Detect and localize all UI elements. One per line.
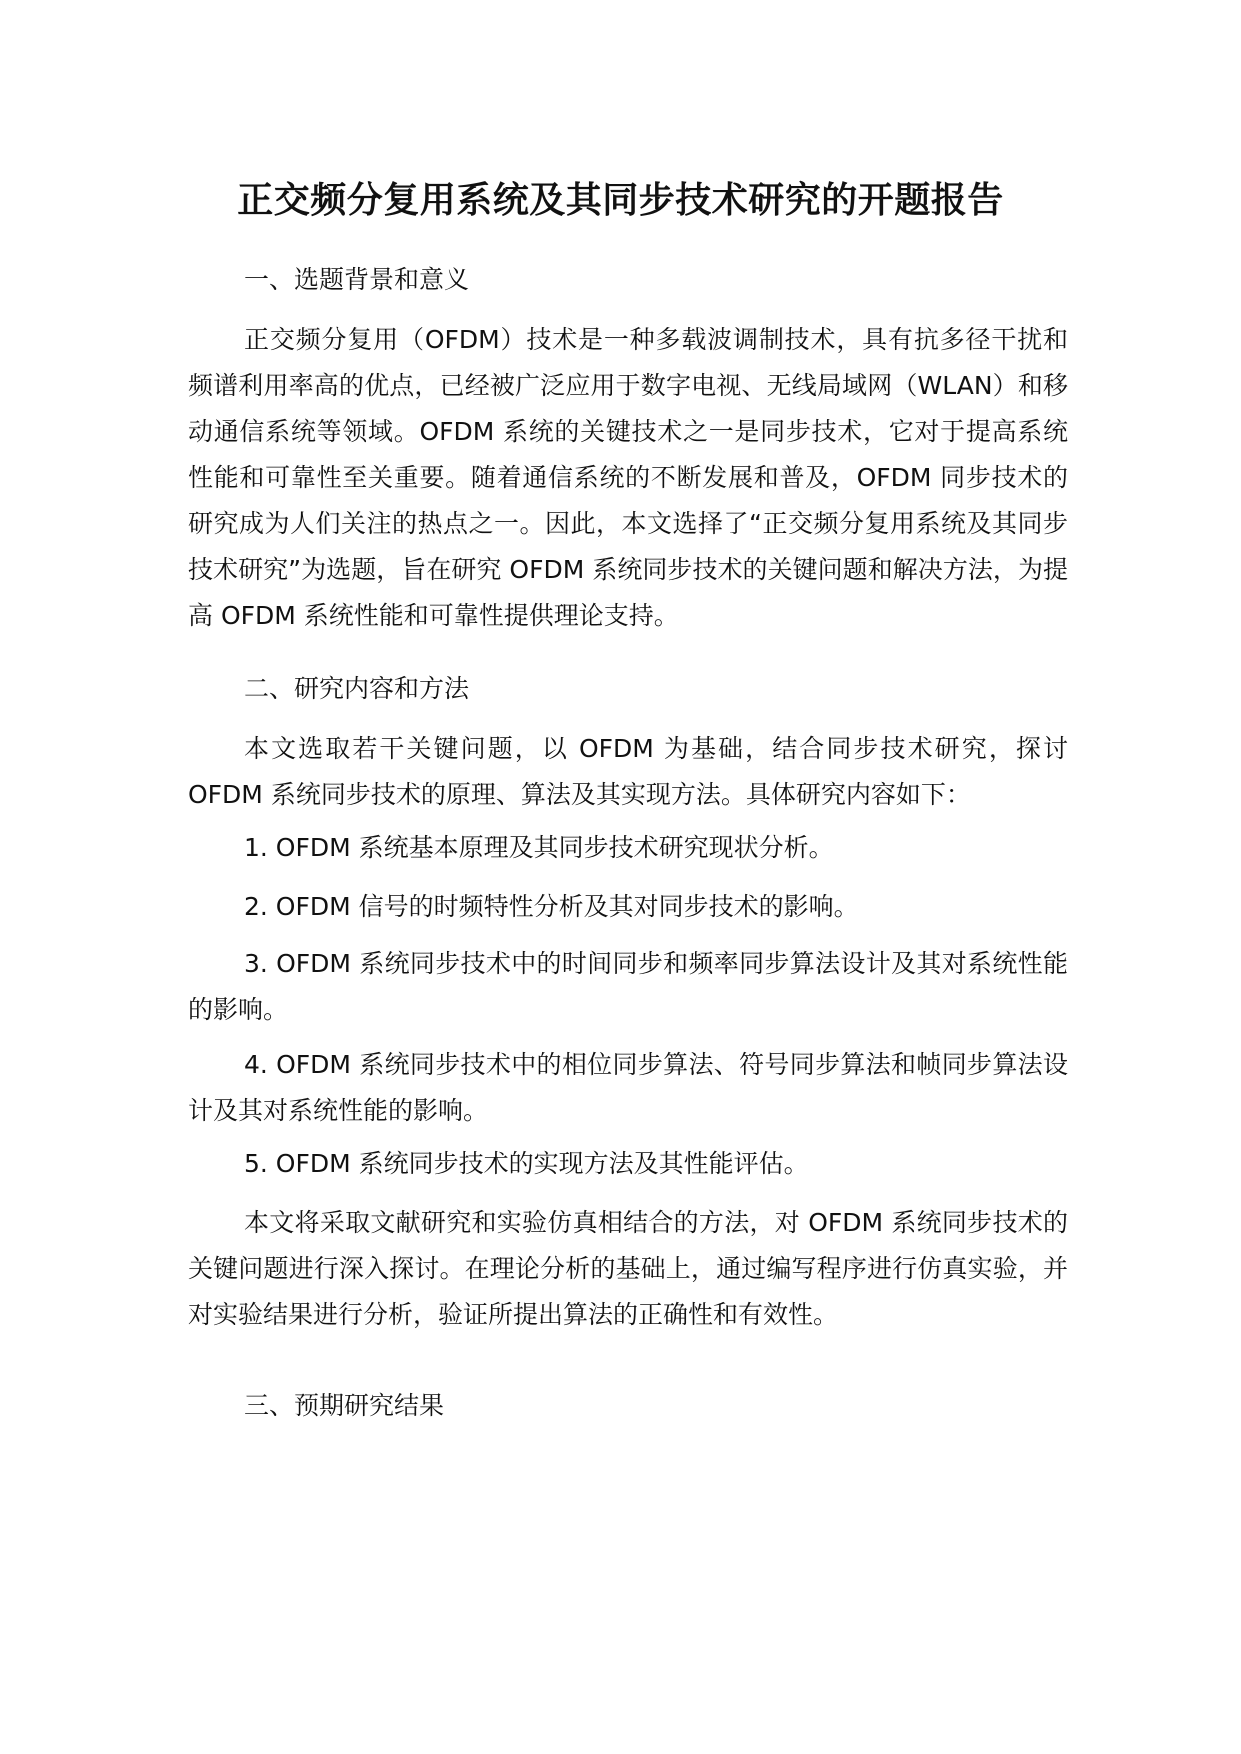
document-title: 正交频分复用系统及其同步技术研究的开题报告 (237, 180, 1004, 221)
research-item-3: 3. OFDM 系统同步技术中的时间同步和频率同步算法设计及其对系统性能的影响。 (188, 949, 1068, 1024)
section-heading-content-methods: 二、研究内容和方法 (244, 674, 470, 703)
research-item-4: 4. OFDM 系统同步技术中的相位同步算法、符号同步算法和帧同步算法设计及其对系统性能的影响。 (188, 1050, 1068, 1125)
methods-paragraph: 本文将采取文献研究和实验仿真相结合的方法，对 OFDM 系统同步技术的关键问题进行深入探讨。在理论分析的基础上，通过编写程序进行仿真实验，并对实验结果进行分析，验证所提出算法的正确性和有效性。 (188, 1208, 1068, 1329)
research-item-5: 5. OFDM 系统同步技术的实现方法及其性能评估。 (244, 1149, 809, 1178)
research-item-2: 2. OFDM 信号的时频特性分析及其对同步技术的影响。 (244, 892, 859, 921)
section-heading-expected-results: 三、预期研究结果 (244, 1391, 445, 1420)
research-item-1: 1. OFDM 系统基本原理及其同步技术研究现状分析。 (244, 833, 834, 862)
content-intro-paragraph: 本文选取若干关键问题，以 OFDM 为基础，结合同步技术研究，探讨 OFDM 系统同步技术的原理、算法及其实现方法。具体研究内容如下： (188, 734, 1068, 809)
background-paragraph: 正交频分复用（OFDM）技术是一种多载波调制技术，具有抗多径干扰和频谱利用率高的优点，已经被广泛应用于数字电视、无线局域网（WLAN）和移动通信系统等领域。OFDM 系统的关键技术之一是同步技术，它对于提高系统性能和可靠性至关重要。随着通信系统的不断发展和普及，OFDM 同步技术的研究成为人们关注的热点之一。因此，本文选择了“正交频分复用系统及其同步技术研究”为选题，旨在研究 OFDM 系统同步技术的关键问题和解决方法，为提高 OFDM 系统性能和可靠性提供理论支持。 (188, 325, 1068, 630)
section-heading-background: 一、选题背景和意义 (244, 265, 470, 294)
